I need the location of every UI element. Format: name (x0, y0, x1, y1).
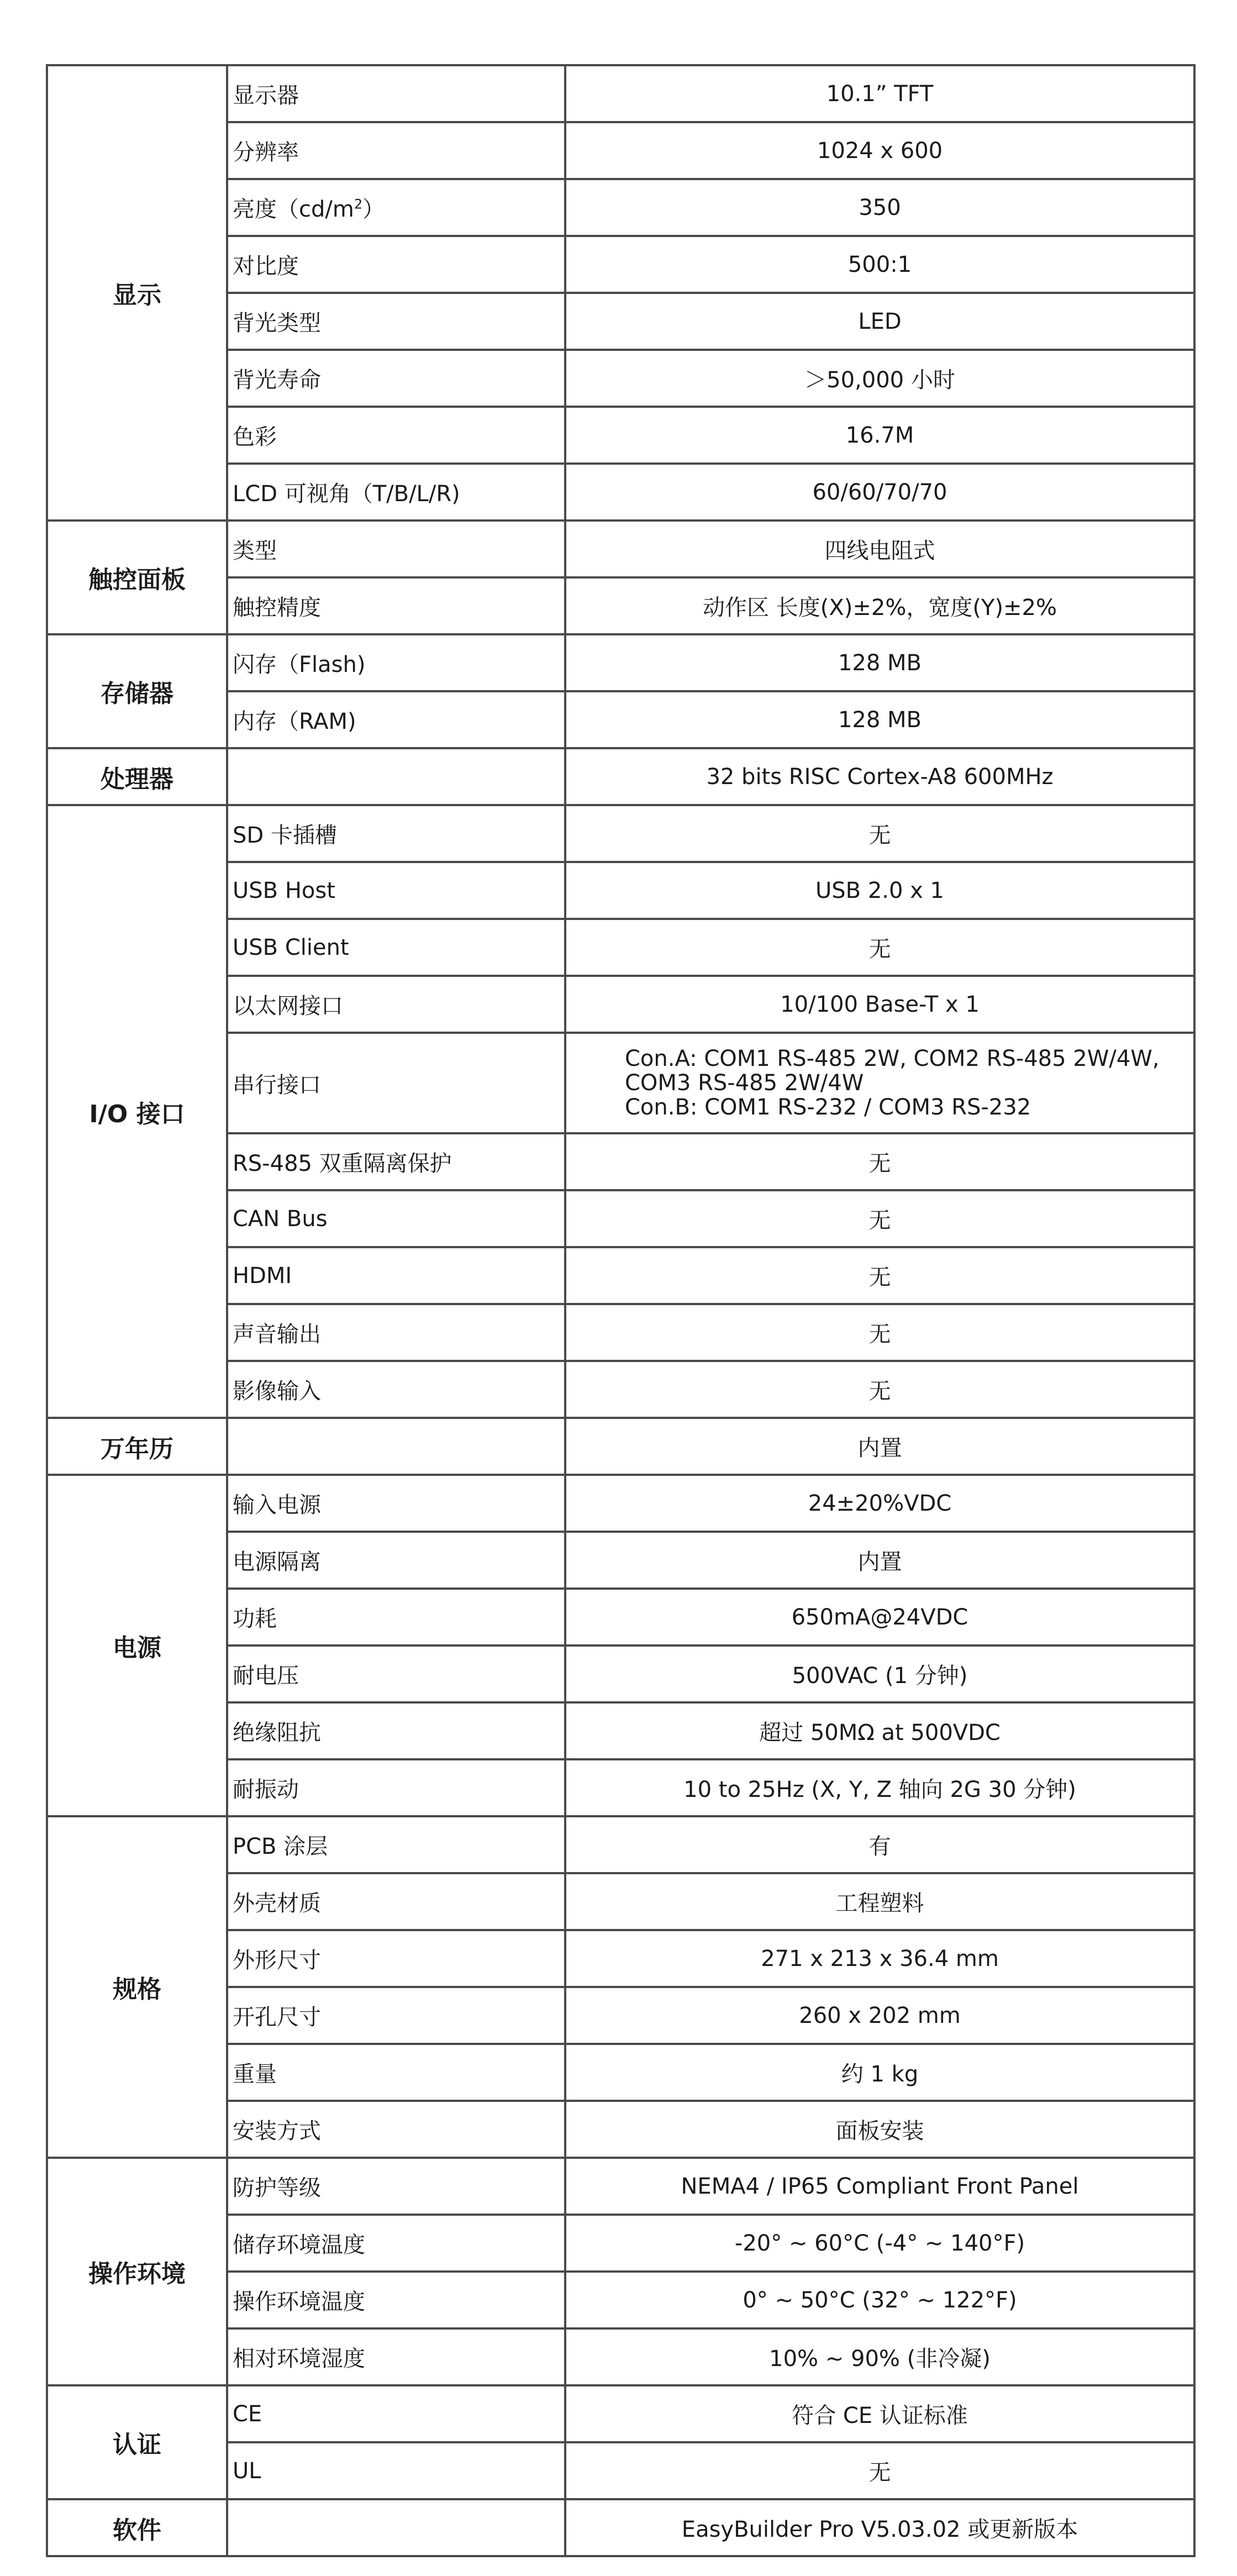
label-vibration: 耐振动 (227, 1759, 565, 1816)
label-backlight-type: 背光类型 (227, 293, 565, 350)
category-software: 软件 (47, 2499, 227, 2556)
table-row (47, 521, 1194, 577)
value-usb-client: 无 (565, 919, 1194, 976)
label-contrast: 对比度 (227, 236, 565, 293)
value-humidity: 10% ~ 90% (非冷凝) (565, 2328, 1194, 2385)
table-row (47, 1816, 1194, 1873)
value-protection: NEMA4 / IP65 Compliant Front Panel (565, 2158, 1194, 2215)
value-serial-port (565, 1033, 1194, 1133)
label-dimensions: 外形尺寸 (227, 1930, 565, 1987)
label-video-in: 影像输入 (227, 1361, 565, 1418)
label-enclosure: 外壳材质 (227, 1873, 565, 1930)
value-processor: 32 bits RISC Cortex-A8 600MHz (565, 748, 1194, 805)
value-operating-temp: 0° ~ 50°C (32° ~ 122°F) (565, 2272, 1194, 2328)
value-insulation: 超过 50MΩ at 500VDC (565, 1702, 1194, 1759)
label-sd-slot: SD 卡插槽 (227, 805, 565, 862)
label-backlight-life: 背光寿命 (227, 350, 565, 407)
label-weight: 重量 (227, 2044, 565, 2101)
value-calendar: 内置 (565, 1418, 1194, 1475)
label-humidity: 相对环境湿度 (227, 2328, 565, 2385)
value-hdmi: 无 (565, 1247, 1194, 1304)
category-spec: 规格 (47, 1816, 227, 2158)
table-row (47, 2499, 1194, 2556)
table-row (47, 2158, 1194, 2215)
value-ul: 无 (565, 2442, 1194, 2499)
label-insulation: 绝缘阻抗 (227, 1702, 565, 1759)
value-can-bus: 无 (565, 1190, 1194, 1247)
label-withstand-voltage: 耐电压 (227, 1646, 565, 1702)
label-brightness (227, 179, 565, 236)
label-protection: 防护等级 (227, 2158, 565, 2215)
category-certification: 认证 (47, 2385, 227, 2499)
value-touch-accuracy: 动作区 长度(X)±2%，宽度(Y)±2% (565, 577, 1194, 634)
category-calendar: 万年历 (47, 1418, 227, 1475)
category-power: 电源 (47, 1475, 227, 1816)
label-ul: UL (227, 2442, 565, 2499)
label-calendar-empty (227, 1418, 565, 1475)
label-rs485-isolation: RS-485 双重隔离保护 (227, 1133, 565, 1190)
value-vibration: 10 to 25Hz (X, Y, Z 轴向 2G 30 分钟) (565, 1759, 1194, 1816)
label-brightness-sup: 2 (354, 196, 363, 212)
table-row (47, 1418, 1194, 1475)
label-storage-temp: 储存环境温度 (227, 2215, 565, 2272)
category-storage: 存储器 (47, 634, 227, 748)
value-dimensions: 271 x 213 x 36.4 mm (565, 1930, 1194, 1987)
value-resolution: 1024 x 600 (565, 122, 1194, 179)
value-display-type: 10.1” TFT (565, 65, 1194, 122)
serial-line-1: Con.A: COM1 RS-485 2W, COM2 RS-485 2W/4W, (625, 1046, 1160, 1071)
label-serial-port: 串行接口 (227, 1033, 565, 1133)
value-software: EasyBuilder Pro V5.03.02 或更新版本 (565, 2499, 1194, 2556)
label-software-empty (227, 2499, 565, 2556)
serial-line-3: Con.B: COM1 RS-232 / COM3 RS-232 (625, 1095, 1031, 1120)
value-brightness: 350 (565, 179, 1194, 236)
value-input-power: 24±20%VDC (565, 1475, 1194, 1532)
label-ethernet: 以太网接口 (227, 976, 565, 1033)
value-storage-temp: -20° ~ 60°C (-4° ~ 140°F) (565, 2215, 1194, 2272)
label-processor-empty (227, 748, 565, 805)
value-weight: 约 1 kg (565, 2044, 1194, 2101)
category-environment: 操作环境 (47, 2158, 227, 2385)
serial-line-2: COM3 RS-485 2W/4W (625, 1070, 864, 1096)
label-usb-client: USB Client (227, 919, 565, 976)
value-audio-out: 无 (565, 1304, 1194, 1361)
label-colors: 色彩 (227, 407, 565, 464)
label-operating-temp: 操作环境温度 (227, 2272, 565, 2328)
category-display: 显示 (47, 65, 227, 521)
label-cutout: 开孔尺寸 (227, 1987, 565, 2044)
label-audio-out: 声音输出 (227, 1304, 565, 1361)
label-ram: 内存（RAM) (227, 691, 565, 748)
label-can-bus: CAN Bus (227, 1190, 565, 1247)
value-usb-host: USB 2.0 x 1 (565, 862, 1194, 919)
label-flash: 闪存（Flash) (227, 634, 565, 691)
table-row (47, 1475, 1194, 1532)
label-ce: CE (227, 2385, 565, 2442)
value-power-consumption: 650mA@24VDC (565, 1589, 1194, 1646)
value-video-in: 无 (565, 1361, 1194, 1418)
label-hdmi: HDMI (227, 1247, 565, 1304)
label-usb-host: USB Host (227, 862, 565, 919)
value-ethernet: 10/100 Base-T x 1 (565, 976, 1194, 1033)
value-contrast: 500:1 (565, 236, 1194, 293)
value-withstand-voltage: 500VAC (1 分钟) (565, 1646, 1194, 1702)
table-row (47, 805, 1194, 862)
table-row (47, 634, 1194, 691)
category-processor: 处理器 (47, 748, 227, 805)
spec-table (46, 64, 1196, 2557)
value-viewing-angle: 60/60/70/70 (565, 464, 1194, 521)
label-touch-type: 类型 (227, 521, 565, 577)
category-touch: 触控面板 (47, 521, 227, 634)
label-brightness-main: 亮度（cd/m (233, 197, 354, 222)
value-mounting: 面板安装 (565, 2101, 1194, 2158)
value-cutout: 260 x 202 mm (565, 1987, 1194, 2044)
value-flash: 128 MB (565, 634, 1194, 691)
value-ram: 128 MB (565, 691, 1194, 748)
value-rs485-isolation: 无 (565, 1133, 1194, 1190)
label-viewing-angle: LCD 可视角（T/B/L/R) (227, 464, 565, 521)
label-touch-accuracy: 触控精度 (227, 577, 565, 634)
value-power-isolation: 内置 (565, 1532, 1194, 1589)
value-backlight-life: ＞50,000 小时 (565, 350, 1194, 407)
value-sd-slot: 无 (565, 805, 1194, 862)
label-pcb-coating: PCB 涂层 (227, 1816, 565, 1873)
table-row (47, 65, 1194, 122)
table-row (47, 2385, 1194, 2442)
label-power-consumption: 功耗 (227, 1589, 565, 1646)
label-input-power: 输入电源 (227, 1475, 565, 1532)
value-colors: 16.7M (565, 407, 1194, 464)
value-backlight-type: LED (565, 293, 1194, 350)
value-pcb-coating: 有 (565, 1816, 1194, 1873)
label-resolution: 分辨率 (227, 122, 565, 179)
value-enclosure: 工程塑料 (565, 1873, 1194, 1930)
value-touch-type: 四线电阻式 (565, 521, 1194, 577)
value-ce: 符合 CE 认证标准 (565, 2385, 1194, 2442)
label-power-isolation: 电源隔离 (227, 1532, 565, 1589)
label-display-type: 显示器 (227, 65, 565, 122)
table-row (47, 748, 1194, 805)
label-brightness-end: ） (362, 197, 385, 222)
label-mounting: 安装方式 (227, 2101, 565, 2158)
category-io: I/O 接口 (47, 805, 227, 1418)
